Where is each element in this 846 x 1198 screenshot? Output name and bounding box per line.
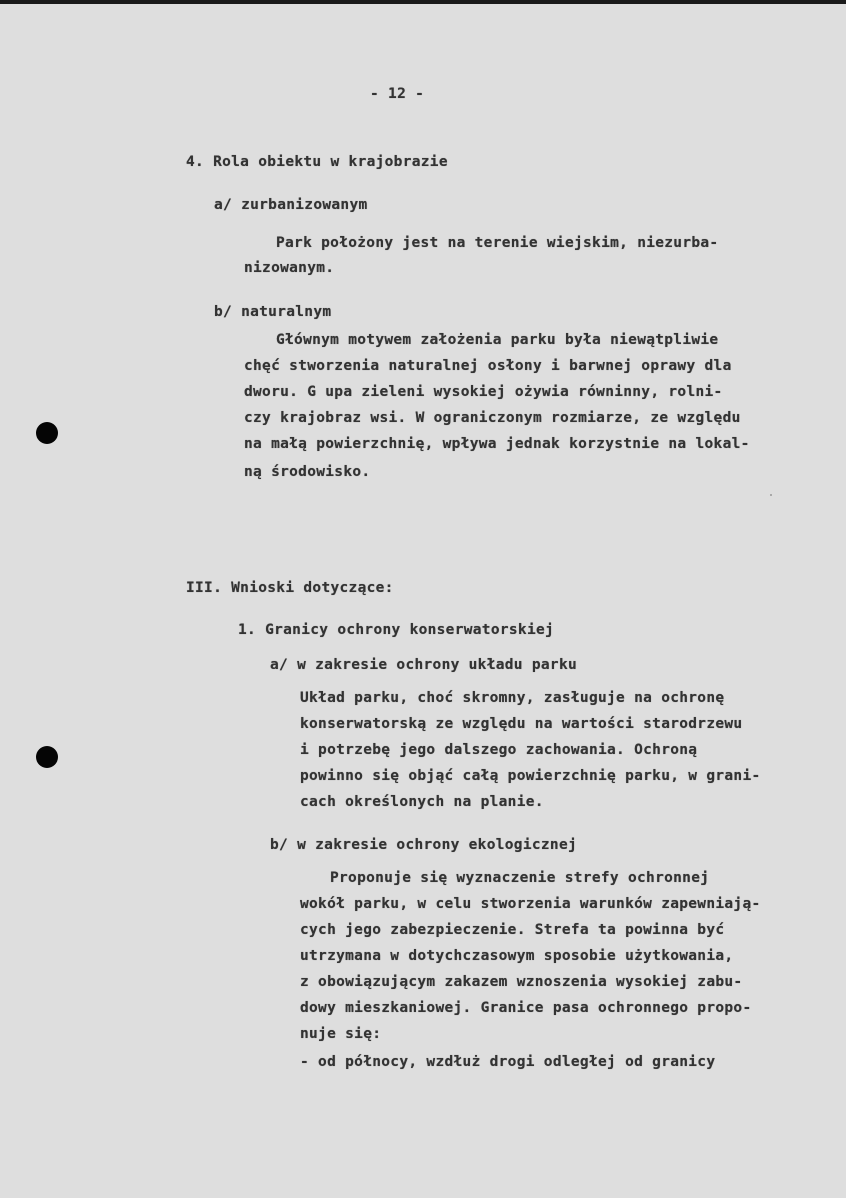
paragraph-line: czy krajobraz wsi. W ograniczonym rozmiarze, ze względu [244, 410, 741, 426]
paragraph-line: ną środowisko. [244, 464, 371, 480]
subsection-label: a/ w zakresie ochrony układu parku [270, 657, 578, 673]
paragraph-line: powinno się objąć całą powierzchnię parku, w grani- [300, 768, 761, 784]
page-number: - 12 - [370, 86, 425, 102]
section-heading: III. Wnioski dotyczące: [186, 580, 394, 596]
paragraph-line: wokół parku, w celu stworzenia warunków zapewniają- [300, 896, 761, 912]
paragraph-line: z obowiązującym zakazem wznoszenia wysokiej zabu- [300, 974, 743, 990]
subsection-heading: 1. Granicy ochrony konserwatorskiej [238, 622, 555, 638]
section-heading: 4. Rola obiektu w krajobrazie [186, 154, 448, 170]
subsection-label: b/ w zakresie ochrony ekologicznej [270, 837, 578, 853]
paragraph-line: na małą powierzchnię, wpływa jednak korzystnie na lokal- [244, 436, 750, 452]
paragraph-line: utrzymana w dotychczasowym sposobie użytkowania, [300, 948, 734, 964]
paragraph-line: konserwatorską ze względu na wartości starodrzewu [300, 716, 743, 732]
subsection-label: b/ naturalnym [214, 304, 332, 320]
paragraph-line: cych jego zabezpieczenie. Strefa ta powinna być [300, 922, 725, 938]
paragraph-line: Proponuje się wyznaczenie strefy ochronnej [330, 870, 710, 886]
paragraph-line: nuje się: [300, 1026, 382, 1042]
punch-hole-top [36, 422, 58, 444]
paragraph-line: Układ parku, choć skromny, zasługuje na ochronę [300, 690, 725, 706]
punch-hole-bottom [36, 746, 58, 768]
subsection-label: a/ zurbanizowanym [214, 197, 368, 213]
paragraph-line: chęć stworzenia naturalnej osłony i barwnej oprawy dla [244, 358, 732, 374]
paragraph-line: Park położony jest na terenie wiejskim, niezurba- [276, 235, 719, 251]
paragraph-line: Głównym motywem założenia parku była niewątpliwie [276, 332, 719, 348]
paper-speck [770, 494, 772, 496]
paragraph-line: dworu. G upa zieleni wysokiej ożywia równinny, rolni- [244, 384, 723, 400]
paragraph-line: nizowanym. [244, 260, 335, 276]
paragraph-line: i potrzebę jego dalszego zachowania. Ochroną [300, 742, 698, 758]
paragraph-line: - od północy, wzdłuż drogi odległej od granicy [300, 1054, 716, 1070]
paragraph-line: dowy mieszkaniowej. Granice pasa ochronnego propo- [300, 1000, 752, 1016]
paragraph-line: cach określonych na planie. [300, 794, 544, 810]
